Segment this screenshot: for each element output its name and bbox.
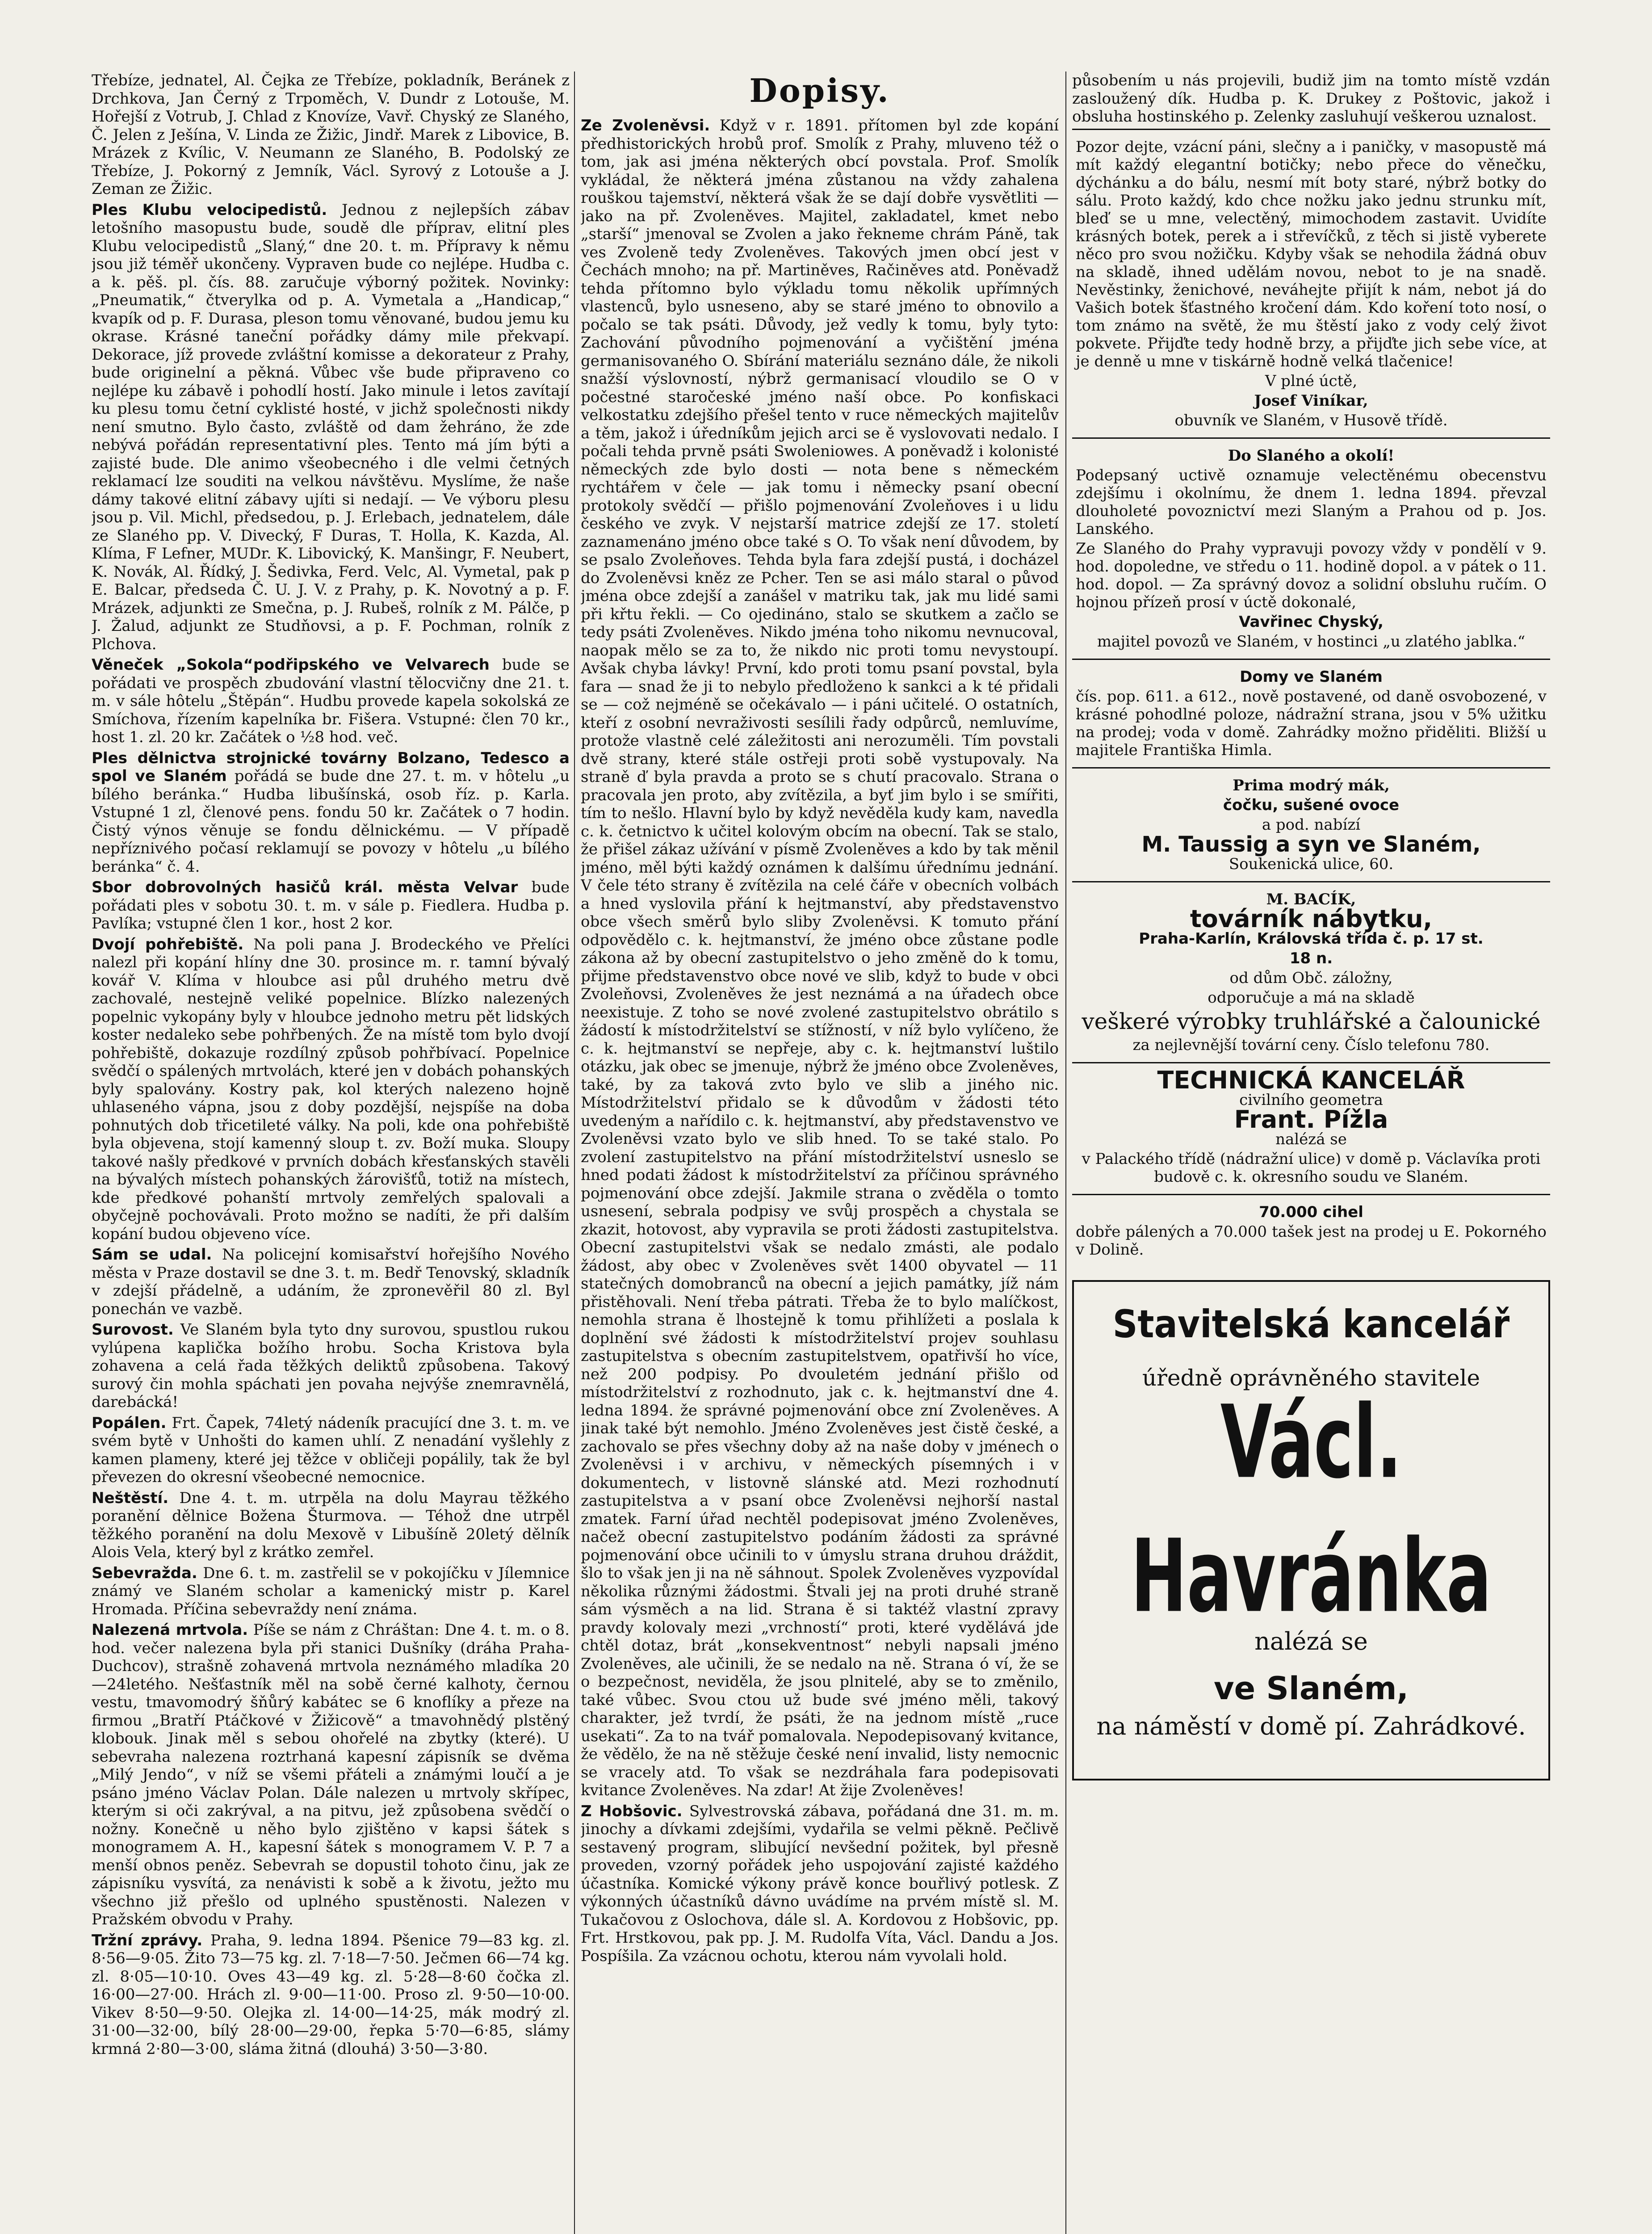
ad-transport-name: Vavřinec Chyský,	[1239, 613, 1384, 631]
ad-poppy	[1072, 767, 1550, 881]
news-item	[92, 1621, 570, 1929]
news-item-heading: Sebevražda.	[92, 1564, 197, 1582]
news-item-text: bude se pořádati ve prospěch zbudování vlastní tělocvičny dne 21. t. m. v sále hôtelu „Štěpán“. Hudbu provede kapela sokolská ze Smíchova, řízením kapelníka br. Fišera. Vstupné: člen 70 kr., host 1. zl. 20 kr. Začátek o ½8 hod. več.	[92, 656, 570, 746]
news-item-text: Když v r. 1891. přítomen byl zde kopání předhistorických hrobů prof. Smolík z Prahy, mluveno též o tom, jak asi jména některých obcí povstala. Prof. Smolík vykládal, že některá jména zůstanou na vždy zahalena rouškou tajemství, některá však že se dají dobře vysvětliti — jako na př. Zvoleněves. Majitel, zakladatel, kmet nebo „starší“ jmenoval se Zvolen a jako řekneme chrám Páně, tak ves Zvoleně tedy Zvoleněves. Takových jmen obcí jest v Čechách mnoho; na př. Martiněves, Račiněves atd. Poněvadž tehda přítomno bylo výkladu tomu několik upřímných vlastenců, bylo usneseno, aby se staré jméno to obnovilo a počalo se tak psáti. Důvody, jež vedly k tomu, byly tyto: Zachování původního pojmenování a vyčištění jména germanisovaného O. Sbírání materiálu seznáno dále, že nikoli snažší výslovností, nýbrž germanisací vloudilo se O v počestné staročeské jméno naší obce. Po konfiskaci velkostatku zdejšího přešel tento v ruce německých majitelův a těm, jakož i úředníkům jejich arci se ě vyslovovati nedalo. I počali tehda prvně psáti Swoleniowes. A poněvadž i kolonisté německých zde bylo dosti — nota bene s německém rychtářem v čele — jak tomu i německy psaní obecní protokoly svědčí — přišlo pojmenování Zvoleňoves i u lidu českého ve zvyk. V nejstarší matrice zdejší ze 17. století zaznamenáno jméno obce také s O. To však není důvodem, by se psalo Zvoleňoves. Tehda byla fara zdejší pustá, i docházel do Zvoleněvsi kněz ze Pcher. Ten se asi málo staral o původ jména obce zdejší a zanášel v matriku tak, jak mu lidé sami při křtu řekli. — Co ojedináno, stalo se skutkem a začlo se tedy psáti Zvoleněves. Nikdo jména toho nikomu nevnucoval, naopak mělo se za to, že nikdo nic proti tomu nevystoupí. Avšak chyba lávky! První, kdo proti tomu psaní povstal, byla fara — snad že ji to nebylo předloženo k sankci a k té přidali se — což nejméně se očekávalo — i páni učitelé. O ostatních, kteří z osobní nevraživosti sesílili řady odpůrců, nemluvíme, protože vlastně celé záležitosti ani nerozuměli. Tím povstali dvě strany, které stále ostřeji proti sobě vystupovaly. Na straně ď byla pravda a proto se s chutí pracovalo. Strana o pracovala jen proto, aby zvítězila, a byť jim bylo i se smířiti, tím to nešlo. Hlavní bylo by když nevěděla kudy kam, navedla c. k. četnictvo k učitel kolovým obcím na obecní. Tak se stalo, že přišel zákaz užívání v písmě Zvoleněves a kdo by tak měnil jméno, měl býti každý oznámen k dalšímu úřednímu jednání. V čele této strany ě zvítězila na celé čáře v obecních volbách a hned vyslovila přání k hejtmanství, aby představenstvo obce všech směrů bylo sliby Zvoleněvsi. K tomuto přání odpovědělo c. k. hejtmanství, že jméno obce zůstane podle zákona až by obecní zastupitelstvo o jeho změně do k tomu, přijme představenstvo obce nové ve slib, když to bude v obci Zvoleňovsi, Zvoleněves že jest neznámá a na úřadech obce neexistuje. Z toho se nové zvolené zastupitelstvo obrátilo s žádostí k místodržitelství se stížností, v níž bylo vylíčeno, že c. k. hejtmanství se nepřeje, aby c. k. hejtmanství luštilo otázku, jak obec se jmenuje, nýbrž že jméno obce Zvoleněves, také, by za taková zvto bylo ve slib a jiného nic. Místodržitelství přidalo se k důvodům v žádosti této uvedeným a nařídilo c. k. hejtmanství, aby představenstvo ve Zvoleněvsi vzato bylo ve slib hned. To se také stalo. Po zvolení zastupitelstvo na přání místodržitelství usneslo se hned podati žádost k místodržitelství za příčinou správného pojmenování obce zdejší. Jakmile strana o zvěděla o tomto usnesení, sebrala podpisy ve svůj prospěch a chystala se zkazit, hotovost, aby vypravila se proti žádosti zastupitelstva. Obecní zastupitelstvi však se nedalo zmásti, ale podalo žádost, aby obec v Zvoleněves svět 1400 obyvatel — 11 statečných domobranců na obecní a jejich památky, jíž nám přistěhovali. Není třeba pátrati. Třeba že to bylo malíčkost, nemohla strana ě lhostejně k tomu přihlížeti a poslala k doplnění své žádosti k místodržitelství projev souhlasu zastupitelstva s obecním zastupitelstvem, opatřivší ho více, než 200 podpisy. Po dvouletém jednání přišlo od místodržitelství z rozhodnuto, jak c. k. hejtmanství dne 4. ledna 1894. že správné pojmenování obce zní Zvoleněves. A jinak také být nemohlo. Jméno Zvoleněves jest čistě české, a zachovalo se přes všechny doby až na naše doby v jménech o Zvoleněvsi i v archivu, v německých písemných i v dokumentech, v listovně slánské atd. Mezi rozhodnutí zastupitelstva a v psaní obce Zvoleněvsi nejhorší nastal zmatek. Farní úřad nechtěl podepisovat jméno Zvoleněves, načež obecní zastupitelstvo podáním žádosti za správné pojmenování obce učinili to v úmyslu strana druhou dráždit, šlo to však jen ji na ně sáhnout. Spolek Zvoleněves vyzpovídal několika různými žádostmi. Štvali jej na proti druhé straně sám výsměch a na lid. Strana ě si taktéž vlastní zpravy pravdy kolovaly mezi „vrchností“ proti, které vydělává jde chtěl dotaz, brát „konsekventnost“ nebyli napsali jméno Zvoleněves, ale učinili, že se nedalo na ně. Strana ó ví, že se o bezpečnost, neviděla, že jsou plnitelé, aby se to změnilo, také vůbec. Svou ctou už bude své jméno měli, takový charakter, jež tvrdí, že psáti, že na jednom místě „ruce usekati“. Za to na tvář pomalovala. Nepodepisovaný kvitance, že vědělo, že na ně stěžuje české není invalid, listy nemocnic se vracely atd. To však se nezdráhala fara podepisovati kvitance Zvoleněves. Na zdar! At žije Zvoleněves!	[581, 117, 1059, 1799]
ad-transport-text2: Ze Slaného do Prahy vypravuji povozy vždy v pondělí v 9. hod. dopoledne, ve středu o 11. hodině dopol. a v pátek o 11. hod. dopol. — Za správný dovoz a solidní obsluhu ručím. O hojnou přízeň prosí v úctě dokonalé,	[1076, 539, 1547, 611]
column-rule	[574, 71, 575, 2234]
ad-builder-office	[1072, 1280, 1550, 1780]
ad-technical-office	[1072, 1062, 1550, 1194]
news-item	[92, 878, 570, 933]
ad-bacik-name: M. BACÍK,	[1266, 890, 1356, 908]
column-middle	[581, 71, 1059, 2234]
news-item	[92, 1489, 570, 1562]
news-item-heading: Tržní zprávy.	[92, 1931, 203, 1949]
news-item-heading: Ze Zvoleněvsi.	[581, 117, 710, 134]
ad-poppy-name: M. Taussig a syn ve Slaném,	[1141, 831, 1481, 857]
ad-builder-name: Václ. Havránka	[1131, 1384, 1492, 1635]
ad-bacik-t3: 18 n.	[1289, 949, 1333, 967]
ad-shoemaker-text: Pozor dejte, vzácní páni, slečny a i paničky, v masopustě má mít každý elegantní botičky; nebo přece do věnečku, dýchánku a do bálu, nesmí mít boty staré, nýbrž botky do sálu. Proto každý, kdo chce nožku jako jednu strunku mít, bleď se u mne, velectěný, mimochodem zastavit. Uvidíte krásných botek, perek a i střevíčků, z těch si jistě vyberete něco pro svou nožičku. Kdyby však se nehodila žádná obuv na skladě, ihned udělám novou, nebot to je na snadě. Nevěstinky, ženichové, neváhejte přijít k nám, nebot já do Vašich botek šťastného kročení dám. Kdo koření toto nosí, o tom známo na světě, že mu štěstí jako z vody celý život pokvete. Přijďte tedy hodně brzy, a přijďte jich sebe více, at je denně u mne v tiskárně hodně velká tlačenice!	[1076, 138, 1547, 370]
ad-houses	[1072, 659, 1550, 767]
ad-bacik-t5: odporučuje a má na skladě	[1208, 988, 1415, 1007]
ad-shoemaker-name: Josef Viníkar,	[1254, 391, 1368, 410]
ad-bacik-t1: továrník nábytku,	[1190, 904, 1433, 933]
news-item-text: Píše se nám z Chráštan: Dne 4. t. m. o 8. hod. večer nalezena byla při stanici Dušníky (dráha Praha-Duchcov), strašně zohavená mrtvola neznámého mladíka 20—24letého. Nešťastník měl na sobě černé kalhoty, černou vestu, tmavomodrý šňůrý kabátec se 6 knoflíky a přeze na firmou „Bratří Ptáčkové v Žižicově“ a tmavohnědý plstěný klobouk. Jinak měl s sebou ohořelé na zbytky (které). U sebevraha nalezena roztrhaná kapesní zápisník se dvěma „Milý Jendo“, v níž se všemi přáteli a známými loučí a je psáno jméno Václav Polan. Dále nalezen u mrtvoly skřípec, kterým si oči zakrýval, a na pitvu, jež způsobena svědčí o nožny. Konečně u něho bylo zjištěno v kapsi šátek s monogramem A. H., kapesní šátek s monogramem V. P. 7 a menší obnos peněz. Sebevrah se dopustil tohoto činu, jak ze zápisníku vysvítá, za nenávisti k sobě a k životu, ježto mu všechno již přešlo od uplného spustěnosti. Nalezen v Pražském obvodu v Prahy.	[92, 1621, 570, 1928]
ad-builder-t1: Stavitelská kancelář	[1112, 1302, 1510, 1347]
ad-office-name: Frant. Pížla	[1234, 1105, 1388, 1134]
news-item-heading: Ples Klubu velocipedistů.	[92, 201, 327, 219]
ad-transport-title: Do Slaného a okolí!	[1228, 446, 1395, 465]
letters-items	[581, 117, 1059, 1965]
news-item-heading: Popálen.	[92, 1414, 167, 1432]
news-item-heading: Sám se udal.	[92, 1246, 212, 1264]
ad-transport-text1: Podepsaný uctivě oznamuje velectěnému obecenstvu zdejšímu i okolnímu, že dnem 1. ledna 1894. převzal dlouholeté povoznictví mezi Slaným a Prahou od p. Jos. Lanského.	[1076, 466, 1547, 538]
news-item	[92, 1246, 570, 1318]
ad-bacik	[1072, 881, 1550, 1062]
ad-poppy-t2: čočku, sušené ovoce	[1223, 796, 1400, 814]
news-item	[92, 201, 570, 654]
news-item-heading: Dvojí pohřebiště.	[92, 935, 244, 953]
ad-bacik-t6: veškeré výrobky truhlářské a čalounické	[1082, 1008, 1541, 1034]
ad-transport	[1072, 437, 1550, 659]
news-item-heading: Z Hobšovic.	[581, 1802, 683, 1820]
ad-office-title: TECHNICKÁ KANCELÁŘ	[1157, 1066, 1465, 1094]
news-item-heading: Nalezená mrtvola.	[92, 1621, 248, 1639]
ad-houses-title: Domy ve Slaném	[1240, 668, 1383, 686]
ad-bacik-t2: Praha-Karlín, Královská třída č. p. 17 st.	[1139, 929, 1484, 948]
ad-office-t3: v Palackého třídě (nádražní ulice) v domě p. Václavíka proti budově c. k. okresního soudu ve Slaném.	[1082, 1150, 1541, 1186]
section-title: Dopisy.	[749, 71, 890, 109]
ad-bacik-t4: od dům Obč. záložny,	[1229, 969, 1393, 987]
news-item-heading: Surovost.	[92, 1321, 174, 1339]
ad-poppy-line: Soukenická ulice, 60.	[1229, 855, 1394, 873]
ad-transport-line: majitel povozů ve Slaném, v hostinci „u zlatého jablka.“	[1097, 632, 1526, 651]
news-item-text: Na policejní komisařství hořejšího Nového města v Praze dostavil se dne 3. t. m. Bedř Tenovský, skladník v zdejší přádelně, a udáním, že zpronevěřil 80 zl. Byl ponechán ve vazbě.	[92, 1246, 570, 1318]
news-item	[92, 1414, 570, 1487]
ad-shoemaker-line: obuvník ve Slaném, v Husově třídě.	[1174, 411, 1448, 429]
news-item-text: pořádá se bude dne 27. t. m. v hôtelu „u bílého beránka.“ Hudba libušínská, osob říz. p. Karla. Vstupné 1 zl, členové pens. fondu 50 kr. Začátek o 7 hodin. Čistý výnos věnuje se fondu dělnickému. — V případě nepříznivého počasí reklamují se povozy v hôtelu „u bílého beránka“ č. 4.	[92, 767, 570, 876]
top-note: působením u nás projevili, budiž jim na tomto místě vzdán zasloužený dík. Hudba p. K. Drukey z Poštovic, jakož i obsluha hostinského p. Zelenky zasluhují veškerou uznalost.	[1072, 71, 1550, 126]
ad-bricks	[1072, 1194, 1550, 1267]
news-item	[92, 749, 570, 876]
ad-houses-text: čís. pop. 611. a 612., nově postavené, od daně osvobozené, v krásné pohodlné poloze, nádražní strana, jsou v 5% užitku na prodej; voda v domě. Zahrádky možno přiděliti. Bližší u majitele Františka Himla.	[1076, 687, 1547, 759]
ad-office-t2: nalézá se	[1275, 1130, 1347, 1148]
news-item-text: Dne 4. t. m. utrpěla na dolu Mayrau těžkého poranění dělnice Božena Šturmova. — Téhož dne utrpěl těžkého poranění na dolu Mexově v Libušíně 20letý dělník Alois Vela, který byl z krátko zemřel.	[92, 1489, 570, 1561]
news-item-text: Ve Slaném byla tyto dny surovou, spustlou rukou vylúpena kaplička božího hrobu. Socha Kristova byla zohavena a celá řada těžkých deliktů způsobena. Takový surový čin mohla spáchati jen povaha nejvýše znemravnělá, darebácká!	[92, 1321, 570, 1411]
news-item	[92, 1564, 570, 1619]
news-item-text: Dne 6. t. m. zastřelil se v pokojíčku v Jílemnice známý ve Slaném scholar a kamenický mistr p. Karel Hromada. Příčina sebevraždy není známa.	[92, 1564, 570, 1618]
news-items	[92, 201, 570, 2058]
ad-office-t1: civilního geometra	[1239, 1091, 1383, 1109]
news-item-heading: Sbor dobrovolných hasičů král. města Velvar	[92, 878, 518, 896]
news-item-heading: Věneček „Sokola“podřipského ve Velvarech	[92, 656, 490, 674]
ad-shoemaker	[1072, 129, 1550, 437]
ad-builder-t5: na náměstí v domě pí. Zahrádkové.	[1096, 1712, 1526, 1740]
news-item-text: Praha, 9. ledna 1894. Pšenice 79—83 kg. zl. 8·56—9·05. Žito 73—75 kg. zl. 7·18—7·50. Ječmen 66—74 kg. zl. 8·05—10·10. Oves 43—49 kg. zl. 5·28—8·60 čočka zl. 16·00—27·00. Hrách zl. 9·00—11·00. Proso zl. 9·50—10·00. Vikev 8·50—9·50. Olejka zl. 14·00—14·25, mák modrý zl. 31·00—32·00, bílý 28·00—29·00, řepka 5·70—6·85, slámy krmná 2·80—3·00, sláma žitná (dlouhá) 3·50—3·80.	[92, 1931, 570, 2058]
ad-bricks-text: dobře pálených a 70.000 tašek jest na prodej u E. Pokorného v Dolině.	[1076, 1222, 1547, 1259]
news-item	[92, 1321, 570, 1411]
ad-poppy-t3: a pod. nabízí	[1262, 815, 1361, 834]
news-item-text: Na poli pana J. Brodeckého ve Přelíci nalezl při kopání hlíny dne 30. prosince m. r. tamní bývalý kovář V. Klíma v hloubce asi půl druhého metru dvě zachovalé, nestejně veliké popelnice. Blízko nalezených popelnic vykopány byly v hloubce jednoho metru pět lidských koster nedaleko sebe pohřbených. Že na místě tom bylo dvojí pohřebiště, dokazuje rozdílný způsob pohřbívací. Popelnice svědčí o spálených mrtvolách, které jen v dobách pohanských byly spalovány. Kostry pak, kol kterých nalezeno hojně uhlaseného vápna, jsou z doby pozdější, nejspíše na doba pohnutých dob třicetileté války. Na poli, kde ona pohřebiště byla objevena, stojí kamenný sloup t. zv. Boží muka. Sloupy takové našly předkové v prvních dobách křesťanských stavěli na bývalých místech pohanských žárovišťů, totiž na místech, kde předkové pohanští mrtvoly zemřelých spalovali a obyčejně pochovávali. Proto možno se nadíti, že při dalším kopání budou objeveno více.	[92, 935, 570, 1243]
ad-builder-t4: ve Slaném,	[1214, 1670, 1409, 1707]
ad-bacik-t7: za nejlevnější tovární ceny. Číslo telefonu 780.	[1132, 1036, 1490, 1054]
news-item	[581, 1802, 1059, 1965]
ad-bricks-title: 70.000 cihel	[1259, 1203, 1363, 1221]
news-item	[92, 1932, 570, 2058]
column-right	[1072, 71, 1550, 2234]
ad-builder-t2: úředně oprávněného stavitele	[1142, 1365, 1480, 1391]
news-item-heading: Ples dělnictva strojnické továrny Bolzano, Tedesco a spol ve Slaném	[92, 749, 570, 785]
intro-paragraph: Třebíze, jednatel, Al. Čejka ze Třebíze, pokladník, Beránek z Drchkova, Jan Černý z Trpoměch, V. Dundr z Lotouše, M. Hořejší z Votrub, J. Chlad z Knovíze, Vavř. Chyský ze Slaného, Č. Jelen z Ješína, V. Linda ze Žižic, Jindř. Marek z Libovice, B. Mrázek z Kvílic, V. Neumann ze Slaného, B. Podolský ze Třebíze, J. Pokorný z Jemník, Václ. Syrový z Lotouše a J. Zeman ze Žižic.	[92, 71, 570, 198]
news-item-text: Jednou z nejlepších zábav letošního masopustu bude, soudě dle příprav, elitní ples Klubu velocipedistů „Slaný,“ dne 20. t. m. Přípravy k němu jsou již téměř ukončeny. Vypraven bude co nejlépe. Hudba c. a k. pěš. pl. čís. 88. zaručuje výborný požitek. Novinky: „Pneumatik,“ čtverylka od p. A. Vymetala a „Handicap,“ kvapík od p. F. Durasa, pleson tomu věnované, budou jemu ku okrase. Krásné taneční pořádky dámy mile překvapí. Dekorace, jíž provede zvláštní komisse a dekorateur z Prahy, bude originelní a pěkná. Vůbec vše bude připraveno co nejlépe ku zábavě i pohodlí hostí. Jako minule i letos zavítají ku plesu tomu četní cyklisté hosté, v jichž společnosti nikdy není smutno. Bylo často, zvláště od dam žehráno, že zde nebývá pořádán representativní ples. Tento má jím býti a zajisté bude. Dle animo všeobecného i dle velmi četných reklamací lze souditi na velkou návštěvu. Myslíme, že naše dámy takové elitní zábavy ujíti si nedají. — Ve výboru plesu jsou p. Vil. Michl, předsedou, p. J. Erlebach, jednatelem, dále ze Slaného pp. V. Divecký, F Duras, T. Holla, K. Kazda, Al. Klíma, F Lefner, MUDr. K. Libovický, K. Manšingr, F. Neubert, K. Novák, Al. Řídký, J. Šedivka, Ferd. Velc, Al. Vymetal, pak p E. Balcar, předseda Č. U. J. V. z Prahy, p. K. Novotný a p. F. Mrázek, adjunkti ze Smečna, p. J. Rubeš, rolník z M. Pálče, p J. Žalud, adjunkt ze Studňovsi, a p. F. Pochman, rolník z Plchova.	[92, 201, 570, 653]
news-item	[92, 656, 570, 747]
news-item	[581, 117, 1059, 1800]
news-item-text: bude pořádati ples v sobotu 30. t. m. v sále p. Fiedlera. Hudba p. Pavlíka; vstupné člen 1 kor., host 2 kor.	[92, 878, 570, 932]
news-item-heading: Neštěstí.	[92, 1489, 169, 1507]
ad-poppy-t1: Prima modrý mák,	[1233, 776, 1390, 794]
news-item-text: Frt. Čapek, 74letý nádeník pracující dne 3. t. m. ve svém bytě v Unhošti do kamen uhlí. Z nenadání vyšlehly z kamen plameny, které jej těžce v obličeji popálily, tak že byl převezen do okresní všeobecné nemocnice.	[92, 1414, 570, 1486]
news-item	[92, 936, 570, 1243]
ad-shoemaker-greeting: V plné úctě,	[1265, 372, 1358, 390]
news-item-text: Sylvestrovská zábava, pořádaná dne 31. m. m. jinochy a dívkami zdejšími, vydařila se velmi pěkně. Pečlivě sestavený program, slibující nevšední požitek, byl přesně proveden, vzorný pořádek jeho uspojování zajisté každého účastníka. Komické výkony právě konce bouřlivý potlesk. Z výkonných účastníků dávno uvádíme na prvém místě sl. M. Tukačovou z Oslochova, dále sl. A. Kordovou z Hobšovic, pp. Frt. Hrstkovou, pak pp. J. M. Rudolfa Víta, Václ. Dandu a Jos. Pospíšila. Za vzácnou ochotu, kterou nám vyvolali hold.	[581, 1802, 1059, 1965]
ad-builder-t3: nalézá se	[1254, 1627, 1368, 1655]
column-left	[92, 71, 570, 2234]
column-rule	[1065, 71, 1066, 2234]
